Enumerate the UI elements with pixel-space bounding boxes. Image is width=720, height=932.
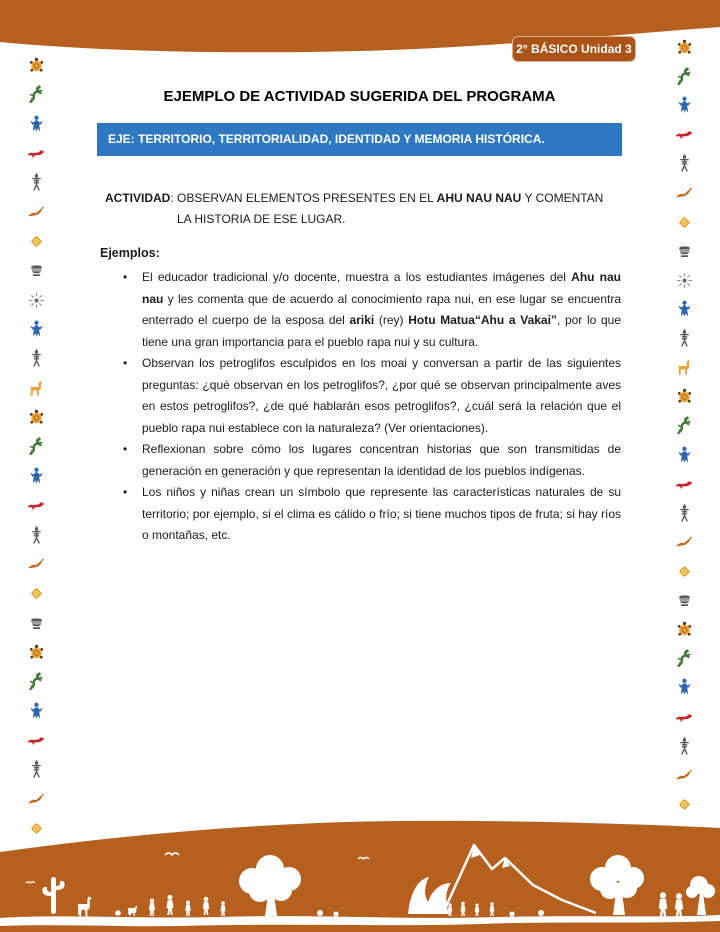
- list-item: [97, 439, 622, 482]
- petroglyph-fox-icon: [27, 144, 46, 163]
- petroglyph-bird-icon: [675, 533, 694, 552]
- petroglyph-figure-gray-icon: [675, 154, 694, 173]
- text-segment: Observan los petroglifos esculpidos en los moai y conversan a partir de las siguientes preguntas: ¿qué observan en los petroglifos?, ¿por qué se observan principalmente aves en estos petroglifos?, ¿de qué hablarán esos petroglifos?, ¿cuál será la relación que el pueblo rapa nui establece con la naturaleza? (Ver orientaciones).: [142, 356, 621, 435]
- petroglyph-flower-icon: [27, 232, 46, 251]
- text-segment: ACTIVIDAD: [105, 191, 171, 205]
- petroglyph-fox-icon: [675, 708, 694, 727]
- petroglyph-bird-icon: [675, 184, 694, 203]
- text-segment: Hotu Matua“Ahu a Vakai”: [408, 313, 557, 327]
- petroglyph-lizard-icon: [675, 67, 694, 86]
- petroglyph-sun-icon: [27, 291, 46, 310]
- petroglyph-lizard-icon: [27, 85, 46, 104]
- bottom-landscape-illustration: [0, 817, 720, 932]
- petroglyph-turtle-icon: [675, 38, 694, 57]
- text-segment: ariki: [349, 313, 375, 327]
- petroglyph-pot-icon: [675, 242, 694, 261]
- petroglyph-turtle-icon: [675, 387, 694, 406]
- petroglyph-llama-icon: [675, 358, 694, 377]
- examples-heading: Ejemplos:: [100, 246, 160, 260]
- eje-banner: EJE: TERRITORIO, TERRITORIALIDAD, IDENTIDAD Y MEMORIA HISTÓRICA.: [97, 123, 622, 156]
- petroglyph-figure-gray-icon: [675, 504, 694, 523]
- left-petroglyph-column: [19, 56, 53, 838]
- petroglyph-pot-icon: [27, 261, 46, 280]
- unit-badge: [512, 36, 636, 62]
- petroglyph-fox-icon: [27, 731, 46, 750]
- text-segment: Y COMENTAN LA HISTORIA DE ESE LUGAR.: [177, 191, 604, 226]
- petroglyph-turtle-icon: [27, 56, 46, 75]
- petroglyph-turtle-icon: [27, 408, 46, 427]
- petroglyph-lizard-icon: [27, 672, 46, 691]
- petroglyph-figure-gray-icon: [27, 173, 46, 192]
- petroglyph-figure-gray-icon: [27, 526, 46, 545]
- petroglyph-sun-icon: [675, 271, 694, 290]
- petroglyph-turtle-icon: [27, 643, 46, 662]
- document-content: [97, 88, 622, 547]
- petroglyph-lizard-icon: [675, 649, 694, 668]
- right-petroglyph-column: [667, 38, 701, 814]
- text-segment: AHU NAU NAU: [436, 191, 522, 205]
- list-item: [97, 267, 622, 353]
- petroglyph-llama-icon: [27, 379, 46, 398]
- petroglyph-bird-icon: [27, 790, 46, 809]
- list-item: [97, 353, 622, 439]
- text-segment: El educador tradicional y/o docente, muestra a los estudiantes imágenes del: [142, 270, 572, 284]
- unit-badge-label: 2° BÁSICO Unidad 3: [516, 42, 632, 56]
- petroglyph-figure-gray-icon: [675, 329, 694, 348]
- examples-list: [97, 267, 622, 547]
- petroglyph-figure-blue-icon: [27, 320, 46, 339]
- petroglyph-lizard-icon: [27, 437, 46, 456]
- petroglyph-figure-blue-icon: [675, 96, 694, 115]
- petroglyph-figure-gray-icon: [27, 349, 46, 368]
- text-segment: , por lo que tiene una gran importancia para el pueblo rapa nui y su cultura.: [142, 313, 621, 349]
- petroglyph-flower-icon: [675, 562, 694, 581]
- petroglyph-figure-blue-icon: [675, 678, 694, 697]
- petroglyph-bird-icon: [27, 555, 46, 574]
- petroglyph-pot-icon: [675, 591, 694, 610]
- petroglyph-flower-icon: [27, 584, 46, 603]
- petroglyph-fox-icon: [675, 475, 694, 494]
- text-segment: (rey): [374, 313, 409, 327]
- petroglyph-flower-icon: [675, 795, 694, 814]
- petroglyph-figure-gray-icon: [27, 760, 46, 779]
- petroglyph-lizard-icon: [675, 416, 694, 435]
- petroglyph-bird-icon: [27, 203, 46, 222]
- text-segment: : OBSERVAN ELEMENTOS PRESENTES EN EL: [170, 191, 437, 205]
- petroglyph-figure-blue-icon: [27, 702, 46, 721]
- petroglyph-figure-blue-icon: [675, 446, 694, 465]
- petroglyph-bird-icon: [675, 766, 694, 785]
- text-segment: y les comenta que de acuerdo al conocimiento rapa nui, en ese lugar se encuentra enterrado el cuerpo de la esposa del: [142, 291, 621, 327]
- petroglyph-figure-blue-icon: [27, 115, 46, 134]
- petroglyph-flower-icon: [675, 213, 694, 232]
- petroglyph-fox-icon: [27, 496, 46, 515]
- petroglyph-figure-blue-icon: [675, 300, 694, 319]
- petroglyph-turtle-icon: [675, 620, 694, 639]
- petroglyph-figure-blue-icon: [27, 467, 46, 486]
- petroglyph-figure-gray-icon: [675, 737, 694, 756]
- page-title: EJEMPLO DE ACTIVIDAD SUGERIDA DEL PROGRAMA: [163, 88, 556, 105]
- list-item: [97, 482, 622, 547]
- activity-paragraph: [105, 188, 617, 230]
- text-segment: Ahu nau nau: [142, 270, 621, 306]
- text-segment: Reflexionan sobre cómo los lugares concentran historias que son transmitidas de generación en generación y que representan la identidad de los pueblos indígenas.: [142, 442, 621, 478]
- text-segment: Los niños y niñas crean un símbolo que represente las características naturales de su territorio; por ejemplo, si el clima es cálido o frío; si tiene muchos tipos de fruta; si hay ríos o montañas, etc.: [142, 485, 621, 542]
- petroglyph-fox-icon: [675, 125, 694, 144]
- petroglyph-pot-icon: [27, 614, 46, 633]
